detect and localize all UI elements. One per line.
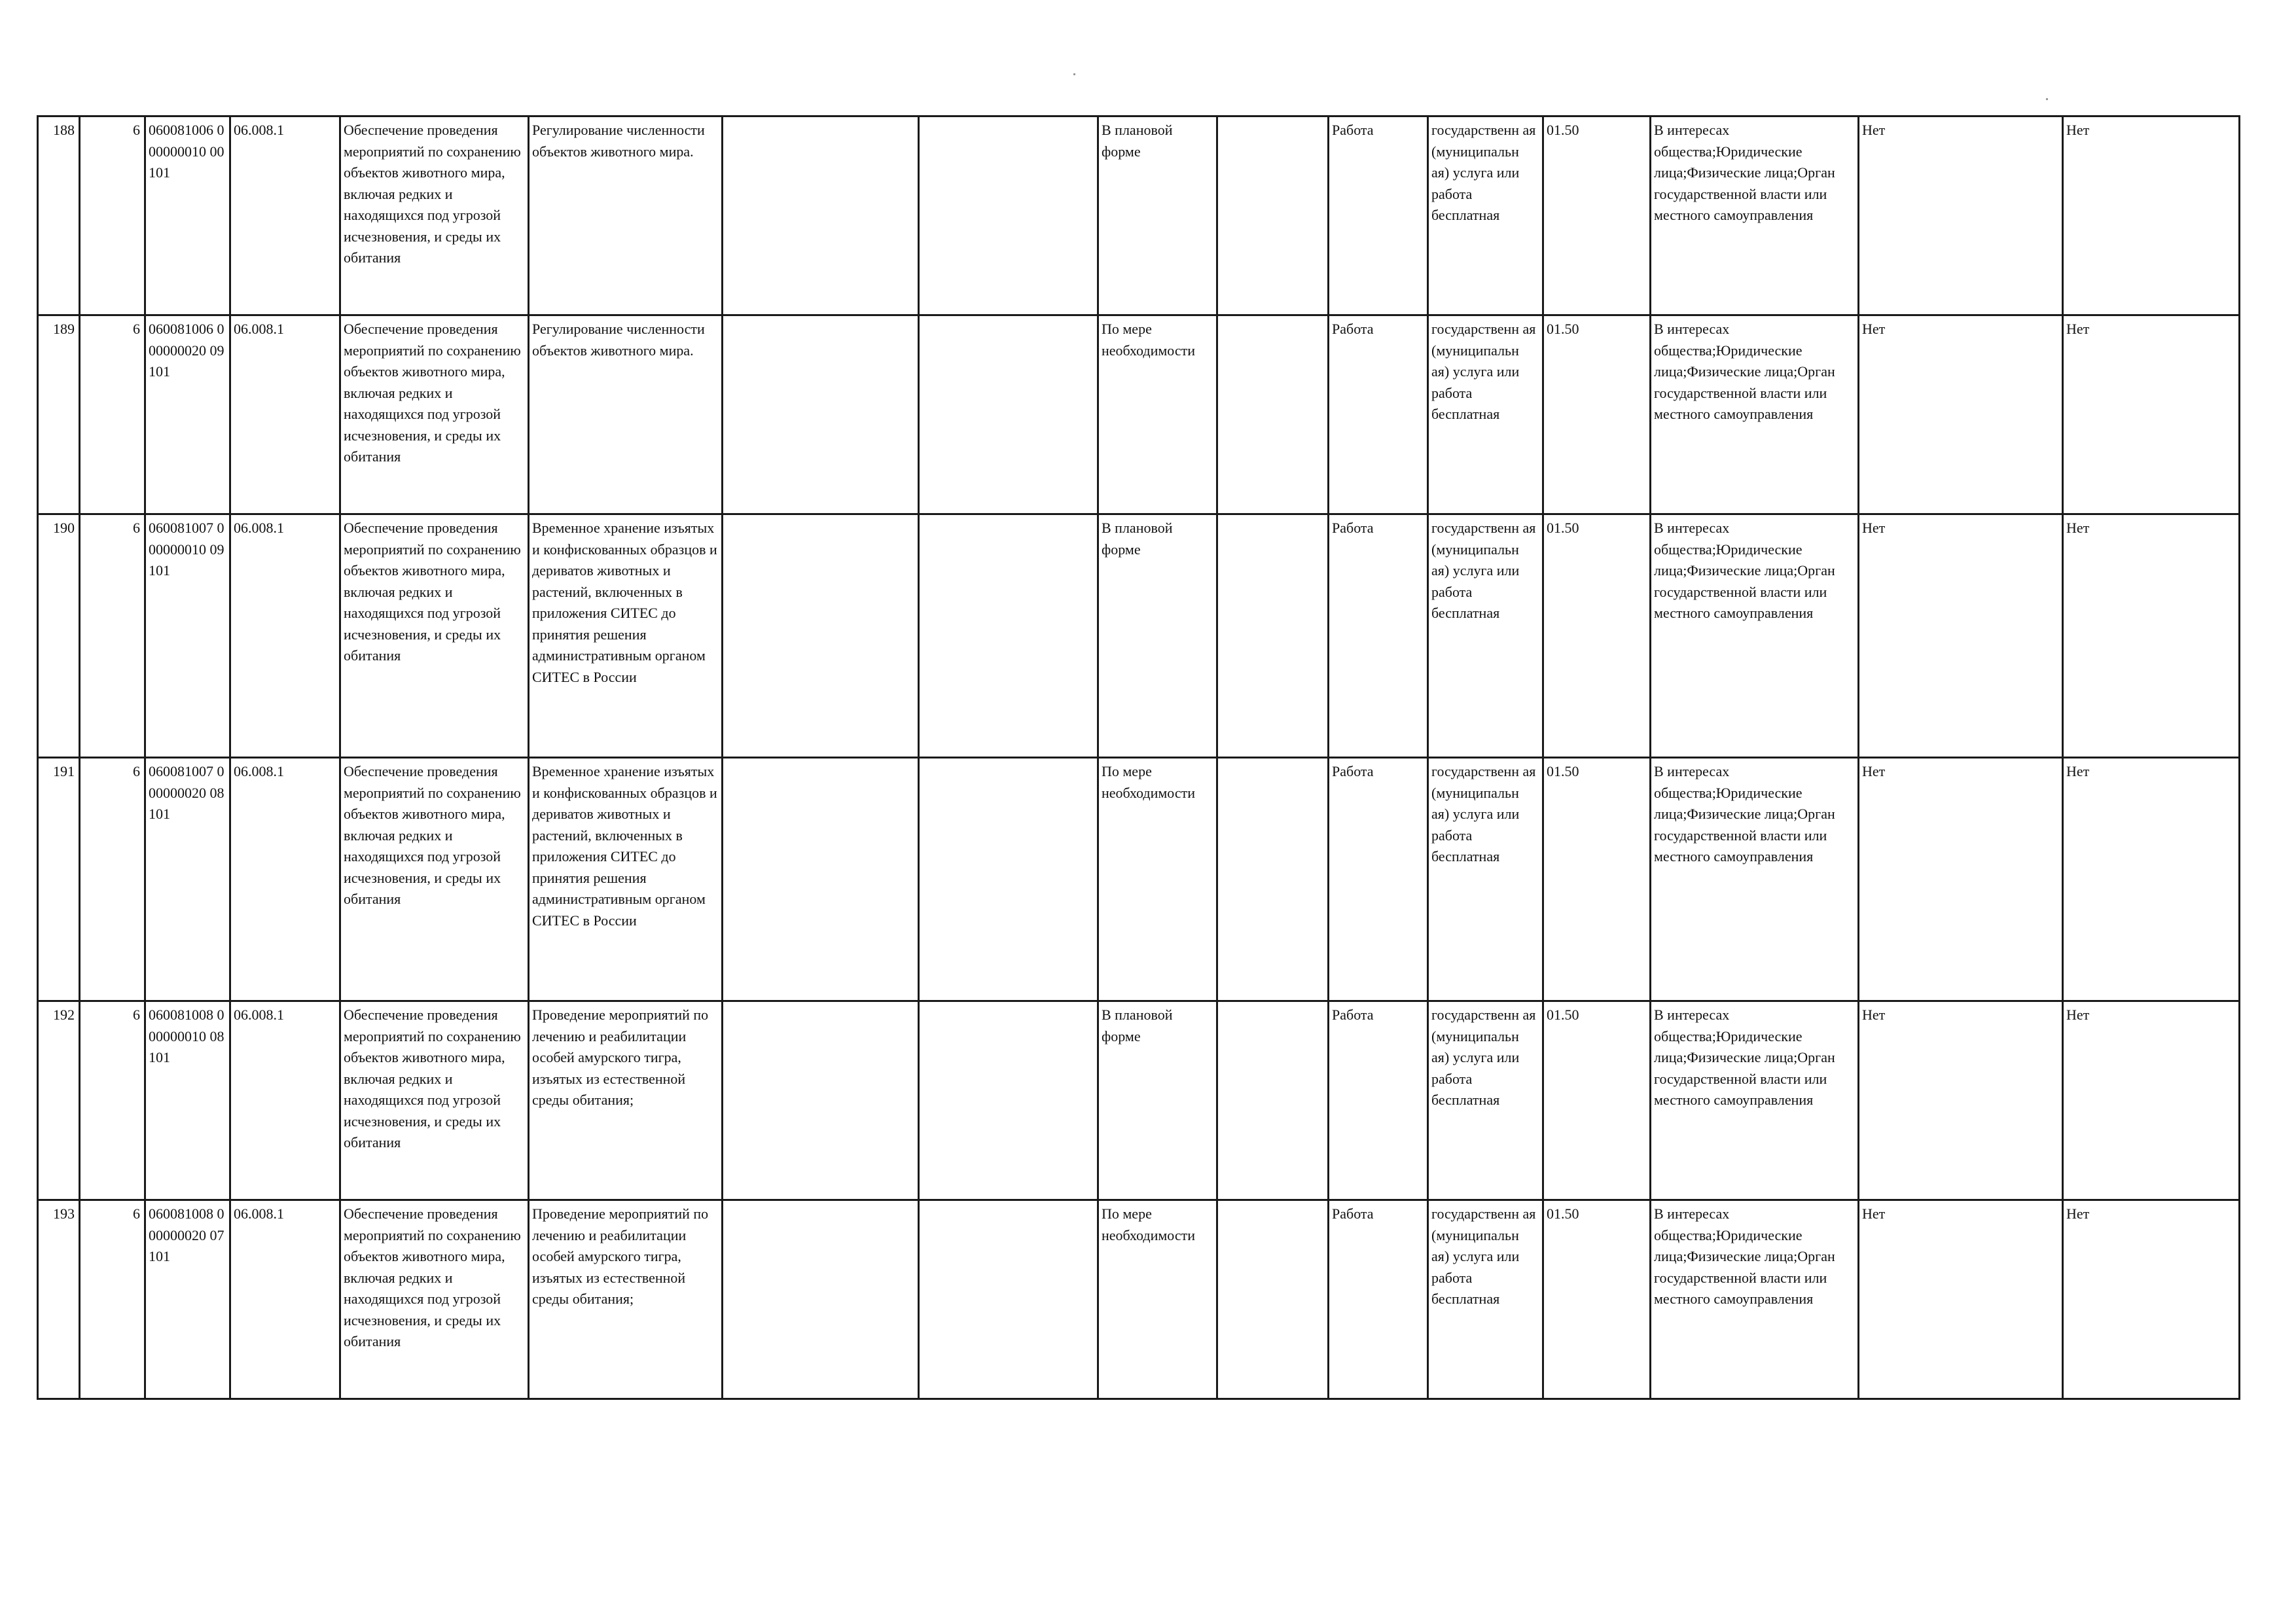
service-name-cell: Обеспечение проведения мероприятий по сохранению объектов животного мира, включая редких и находящихся под угрозой исчезновения, и среды их обитания: [340, 116, 529, 315]
row-index-cell: 189: [38, 315, 80, 514]
empty-cell: [1217, 1001, 1329, 1200]
work-type-cell: Работа: [1329, 1200, 1428, 1399]
work-content-cell: Временное хранение изъятых и конфискованных образцов и дериватов животных и растений, включенных в приложения СИТЕС до принятия решения административным органом СИТЕС в России: [529, 514, 723, 758]
delivery-form-cell: По мере необходимости: [1098, 315, 1217, 514]
row-number-cell: 6: [80, 1001, 145, 1200]
activity-code-cell: 01.50: [1543, 1001, 1651, 1200]
flag-cell: Нет: [1859, 1200, 2063, 1399]
delivery-form-cell: По мере необходимости: [1098, 1200, 1217, 1399]
row-number-cell: 6: [80, 1200, 145, 1399]
flag-cell: Нет: [2063, 315, 2240, 514]
payment-type-cell: государственн ая (муниципальн ая) услуга или работа бесплатная: [1428, 514, 1543, 758]
activity-code-cell: 01.50: [1543, 1200, 1651, 1399]
registry-code-cell: 060081006 000000020 09101: [145, 315, 230, 514]
table-row: [38, 315, 2240, 514]
empty-cell: [723, 116, 919, 315]
okved-code-cell: 06.008.1: [230, 1001, 340, 1200]
flag-cell: Нет: [2063, 1200, 2240, 1399]
service-name-cell: Обеспечение проведения мероприятий по сохранению объектов животного мира, включая редких и находящихся под угрозой исчезновения, и среды их обитания: [340, 315, 529, 514]
row-index-cell: 191: [38, 758, 80, 1001]
registry-code-cell: 060081008 000000010 08101: [145, 1001, 230, 1200]
payment-type-cell: государственн ая (муниципальн ая) услуга или работа бесплатная: [1428, 758, 1543, 1001]
empty-cell: [919, 1200, 1098, 1399]
scan-speck: [2046, 98, 2048, 100]
okved-code-cell: 06.008.1: [230, 514, 340, 758]
empty-cell: [919, 1001, 1098, 1200]
work-content-cell: Проведение мероприятий по лечению и реабилитации особей амурского тигра, изъятых из естественной среды обитания;: [529, 1200, 723, 1399]
activity-code-cell: 01.50: [1543, 315, 1651, 514]
row-number-cell: 6: [80, 514, 145, 758]
flag-cell: Нет: [1859, 116, 2063, 315]
consumers-cell: В интересах общества;Юридические лица;Физические лица;Орган государственной власти или местного самоуправления: [1651, 116, 1859, 315]
empty-cell: [1217, 116, 1329, 315]
work-content-cell: Временное хранение изъятых и конфискованных образцов и дериватов животных и растений, включенных в приложения СИТЕС до принятия решения административным органом СИТЕС в России: [529, 758, 723, 1001]
flag-cell: Нет: [1859, 514, 2063, 758]
consumers-cell: В интересах общества;Юридические лица;Физические лица;Орган государственной власти или местного самоуправления: [1651, 315, 1859, 514]
registry-code-cell: 060081006 000000010 00101: [145, 116, 230, 315]
delivery-form-cell: В плановой форме: [1098, 116, 1217, 315]
work-content-cell: Проведение мероприятий по лечению и реабилитации особей амурского тигра, изъятых из естественной среды обитания;: [529, 1001, 723, 1200]
table-row: [38, 116, 2240, 315]
empty-cell: [919, 116, 1098, 315]
empty-cell: [723, 1001, 919, 1200]
empty-cell: [919, 315, 1098, 514]
flag-cell: Нет: [2063, 758, 2240, 1001]
flag-cell: Нет: [2063, 514, 2240, 758]
registry-code-cell: 060081007 000000010 09101: [145, 514, 230, 758]
table-row: [38, 514, 2240, 758]
work-type-cell: Работа: [1329, 758, 1428, 1001]
flag-cell: Нет: [2063, 116, 2240, 315]
work-type-cell: Работа: [1329, 315, 1428, 514]
empty-cell: [723, 758, 919, 1001]
activity-code-cell: 01.50: [1543, 514, 1651, 758]
consumers-cell: В интересах общества;Юридические лица;Физические лица;Орган государственной власти или местного самоуправления: [1651, 514, 1859, 758]
okved-code-cell: 06.008.1: [230, 758, 340, 1001]
work-type-cell: Работа: [1329, 116, 1428, 315]
service-name-cell: Обеспечение проведения мероприятий по сохранению объектов животного мира, включая редких и находящихся под угрозой исчезновения, и среды их обитания: [340, 758, 529, 1001]
flag-cell: Нет: [1859, 315, 2063, 514]
empty-cell: [723, 1200, 919, 1399]
activity-code-cell: 01.50: [1543, 758, 1651, 1001]
row-number-cell: 6: [80, 758, 145, 1001]
service-name-cell: Обеспечение проведения мероприятий по сохранению объектов животного мира, включая редких и находящихся под угрозой исчезновения, и среды их обитания: [340, 514, 529, 758]
flag-cell: Нет: [1859, 758, 2063, 1001]
delivery-form-cell: В плановой форме: [1098, 514, 1217, 758]
delivery-form-cell: По мере необходимости: [1098, 758, 1217, 1001]
table-row: [38, 1200, 2240, 1399]
table-row: [38, 1001, 2240, 1200]
scan-speck: [1073, 73, 1075, 75]
payment-type-cell: государственн ая (муниципальн ая) услуга или работа бесплатная: [1428, 1200, 1543, 1399]
empty-cell: [723, 514, 919, 758]
row-number-cell: 6: [80, 116, 145, 315]
row-index-cell: 188: [38, 116, 80, 315]
flag-cell: Нет: [1859, 1001, 2063, 1200]
table-body: [38, 116, 2240, 1399]
services-table: [37, 115, 2240, 1400]
empty-cell: [1217, 514, 1329, 758]
payment-type-cell: государственн ая (муниципальн ая) услуга или работа бесплатная: [1428, 116, 1543, 315]
empty-cell: [1217, 315, 1329, 514]
table-row: [38, 758, 2240, 1001]
payment-type-cell: государственн ая (муниципальн ая) услуга или работа бесплатная: [1428, 1001, 1543, 1200]
consumers-cell: В интересах общества;Юридические лица;Физические лица;Орган государственной власти или местного самоуправления: [1651, 1001, 1859, 1200]
work-type-cell: Работа: [1329, 514, 1428, 758]
empty-cell: [919, 514, 1098, 758]
registry-code-cell: 060081008 000000020 07101: [145, 1200, 230, 1399]
row-index-cell: 192: [38, 1001, 80, 1200]
work-content-cell: Регулирование численности объектов животного мира.: [529, 116, 723, 315]
row-index-cell: 190: [38, 514, 80, 758]
row-number-cell: 6: [80, 315, 145, 514]
work-content-cell: Регулирование численности объектов животного мира.: [529, 315, 723, 514]
empty-cell: [1217, 758, 1329, 1001]
registry-code-cell: 060081007 000000020 08101: [145, 758, 230, 1001]
work-type-cell: Работа: [1329, 1001, 1428, 1200]
empty-cell: [1217, 1200, 1329, 1399]
row-index-cell: 193: [38, 1200, 80, 1399]
payment-type-cell: государственн ая (муниципальн ая) услуга или работа бесплатная: [1428, 315, 1543, 514]
empty-cell: [919, 758, 1098, 1001]
empty-cell: [723, 315, 919, 514]
activity-code-cell: 01.50: [1543, 116, 1651, 315]
flag-cell: Нет: [2063, 1001, 2240, 1200]
delivery-form-cell: В плановой форме: [1098, 1001, 1217, 1200]
consumers-cell: В интересах общества;Юридические лица;Физические лица;Орган государственной власти или местного самоуправления: [1651, 758, 1859, 1001]
consumers-cell: В интересах общества;Юридические лица;Физические лица;Орган государственной власти или местного самоуправления: [1651, 1200, 1859, 1399]
service-name-cell: Обеспечение проведения мероприятий по сохранению объектов животного мира, включая редких и находящихся под угрозой исчезновения, и среды их обитания: [340, 1200, 529, 1399]
service-name-cell: Обеспечение проведения мероприятий по сохранению объектов животного мира, включая редких и находящихся под угрозой исчезновения, и среды их обитания: [340, 1001, 529, 1200]
okved-code-cell: 06.008.1: [230, 1200, 340, 1399]
okved-code-cell: 06.008.1: [230, 116, 340, 315]
okved-code-cell: 06.008.1: [230, 315, 340, 514]
